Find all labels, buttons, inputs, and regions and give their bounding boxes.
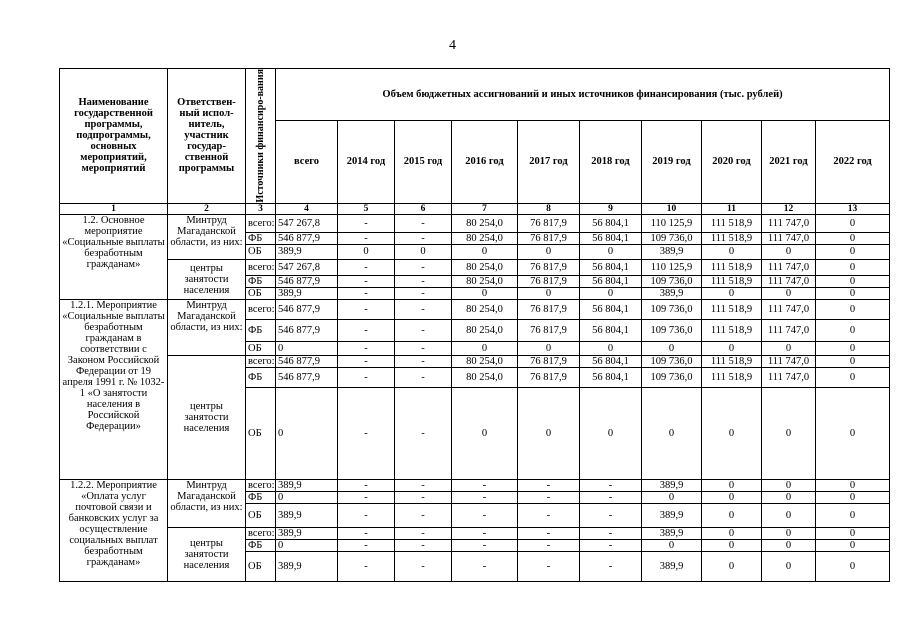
budget-value: 0: [762, 527, 816, 539]
budget-value: 80 254,0: [452, 319, 518, 341]
budget-value: 0: [702, 539, 762, 551]
budget-value: 0: [816, 275, 890, 287]
budget-value: 0: [816, 479, 890, 491]
budget-value: -: [580, 527, 642, 539]
budget-value: 109 736,0: [642, 367, 702, 387]
funding-source: ФБ: [246, 539, 276, 551]
budget-value: 0: [276, 387, 338, 479]
budget-value: 110 125,9: [642, 259, 702, 275]
budget-value: 0: [702, 503, 762, 527]
budget-value: -: [395, 275, 452, 287]
budget-value: -: [580, 551, 642, 581]
column-index: 5: [338, 203, 395, 214]
budget-value: 389,9: [276, 551, 338, 581]
funding-source: ОБ: [246, 287, 276, 299]
header-year: 2022 год: [816, 120, 890, 203]
budget-value: 0: [816, 355, 890, 367]
budget-value: 389,9: [642, 503, 702, 527]
budget-value: 0: [702, 387, 762, 479]
budget-value: 56 804,1: [580, 275, 642, 287]
budget-value: 0: [395, 244, 452, 259]
budget-value: -: [338, 503, 395, 527]
column-index: 13: [816, 203, 890, 214]
budget-value: 56 804,1: [580, 299, 642, 319]
budget-value: -: [518, 491, 580, 503]
budget-value: -: [452, 551, 518, 581]
budget-value: 80 254,0: [452, 232, 518, 244]
budget-value: -: [395, 214, 452, 232]
budget-value: 389,9: [276, 503, 338, 527]
funding-source: всего:: [246, 355, 276, 367]
budget-value: 0: [816, 341, 890, 355]
budget-value: 0: [702, 287, 762, 299]
budget-value: 80 254,0: [452, 214, 518, 232]
budget-value: -: [452, 491, 518, 503]
budget-value: 0: [702, 341, 762, 355]
table-row: [60, 214, 890, 232]
budget-value: 111 518,9: [702, 355, 762, 367]
budget-value: 111 518,9: [702, 319, 762, 341]
budget-value: -: [338, 367, 395, 387]
budget-value: 0: [518, 387, 580, 479]
budget-value: 389,9: [642, 287, 702, 299]
budget-value: -: [395, 503, 452, 527]
budget-value: 0: [816, 214, 890, 232]
budget-value: 0: [702, 244, 762, 259]
budget-value: 0: [762, 503, 816, 527]
budget-value: -: [518, 527, 580, 539]
responsible-executor: центры занятости населения: [168, 527, 246, 581]
budget-value: -: [452, 503, 518, 527]
budget-value: 389,9: [642, 527, 702, 539]
budget-value: 0: [762, 551, 816, 581]
budget-value: 111 518,9: [702, 299, 762, 319]
funding-source: ОБ: [246, 387, 276, 479]
budget-value: 111 747,0: [762, 214, 816, 232]
budget-value: 0: [276, 491, 338, 503]
funding-source: всего:: [246, 259, 276, 275]
funding-source: ФБ: [246, 491, 276, 503]
responsible-executor: Минтруд Магаданской области, из них:: [168, 479, 246, 527]
budget-value: -: [338, 287, 395, 299]
budget-value: -: [395, 299, 452, 319]
activity-name: 1.2. Основное мероприятие «Социальные выплаты безработным гражданам»: [60, 214, 168, 299]
budget-value: 0: [580, 287, 642, 299]
funding-source: ФБ: [246, 367, 276, 387]
table-row: [60, 259, 890, 275]
budget-value: -: [395, 287, 452, 299]
funding-source: ОБ: [246, 341, 276, 355]
budget-value: -: [338, 355, 395, 367]
budget-value: -: [518, 479, 580, 491]
budget-value: -: [338, 259, 395, 275]
budget-value: 0: [762, 387, 816, 479]
budget-value: 80 254,0: [452, 299, 518, 319]
budget-value: -: [518, 539, 580, 551]
budget-value: 109 736,0: [642, 232, 702, 244]
budget-value: 0: [642, 491, 702, 503]
budget-value: 389,9: [642, 551, 702, 581]
budget-value: 0: [816, 527, 890, 539]
funding-source: ОБ: [246, 244, 276, 259]
budget-value: -: [338, 319, 395, 341]
funding-source: ФБ: [246, 319, 276, 341]
header-year: 2019 год: [642, 120, 702, 203]
budget-value: -: [580, 479, 642, 491]
budget-value: -: [338, 387, 395, 479]
budget-value: -: [452, 527, 518, 539]
budget-value: -: [338, 299, 395, 319]
funding-source: всего:: [246, 299, 276, 319]
budget-value: 0: [762, 341, 816, 355]
responsible-executor: центры занятости населения: [168, 259, 246, 299]
budget-value: 0: [580, 341, 642, 355]
budget-value: -: [338, 539, 395, 551]
budget-value: 546 877,9: [276, 299, 338, 319]
budget-value: 0: [276, 341, 338, 355]
budget-value: -: [338, 479, 395, 491]
budget-value: 546 877,9: [276, 275, 338, 287]
funding-source: ОБ: [246, 551, 276, 581]
budget-value: 76 817,9: [518, 214, 580, 232]
header-year: 2014 год: [338, 120, 395, 203]
responsible-executor: центры занятости населения: [168, 355, 246, 479]
budget-value: 0: [762, 287, 816, 299]
budget-value: 0: [816, 387, 890, 479]
header-source: [246, 69, 276, 204]
budget-value: 0: [816, 503, 890, 527]
header-year: 2016 год: [452, 120, 518, 203]
budget-value: 0: [452, 244, 518, 259]
budget-table: [59, 68, 890, 582]
budget-value: -: [518, 503, 580, 527]
table-row: [60, 355, 890, 367]
budget-value: 111 518,9: [702, 275, 762, 287]
budget-value: 80 254,0: [452, 355, 518, 367]
funding-source: всего:: [246, 527, 276, 539]
budget-value: -: [395, 341, 452, 355]
budget-value: -: [580, 503, 642, 527]
budget-value: -: [395, 491, 452, 503]
budget-value: -: [338, 214, 395, 232]
budget-value: 0: [816, 232, 890, 244]
budget-value: 0: [816, 259, 890, 275]
budget-value: 111 747,0: [762, 232, 816, 244]
budget-value: -: [338, 341, 395, 355]
budget-value: 0: [816, 367, 890, 387]
header-year: 2021 год: [762, 120, 816, 203]
header-source-text: Источники финансиро-вания: [254, 69, 266, 203]
budget-value: -: [338, 232, 395, 244]
budget-value: 0: [816, 319, 890, 341]
budget-value: -: [452, 479, 518, 491]
activity-name: 1.2.1. Мероприятие «Социальные выплаты безработным гражданам в соответствии с Законом Российской Федерации от 19 апреля 1991 г. № 1032-1 «О занятости населения в Российской Федерации»: [60, 299, 168, 479]
budget-value: 111 747,0: [762, 299, 816, 319]
budget-value: 0: [702, 527, 762, 539]
budget-value: 109 736,0: [642, 319, 702, 341]
budget-value: 546 877,9: [276, 232, 338, 244]
budget-value: 111 518,9: [702, 214, 762, 232]
budget-value: 389,9: [276, 527, 338, 539]
table-row: [60, 299, 890, 319]
budget-value: 0: [452, 341, 518, 355]
column-index: 12: [762, 203, 816, 214]
budget-value: 76 817,9: [518, 232, 580, 244]
budget-value: 111 747,0: [762, 259, 816, 275]
budget-value: 0: [762, 491, 816, 503]
budget-value: 547 267,8: [276, 214, 338, 232]
budget-value: -: [395, 259, 452, 275]
budget-value: -: [580, 539, 642, 551]
budget-value: -: [338, 275, 395, 287]
table-row: [60, 479, 890, 491]
budget-value: 111 518,9: [702, 232, 762, 244]
budget-value: 0: [762, 539, 816, 551]
budget-value: -: [338, 491, 395, 503]
budget-value: 76 817,9: [518, 275, 580, 287]
activity-name: 1.2.2. Мероприятие «Оплата услуг почтовой связи и банковских услуг за осуществление социальных выплат безработным гражданам»: [60, 479, 168, 581]
column-index: 4: [276, 203, 338, 214]
budget-value: 0: [816, 287, 890, 299]
budget-value: 76 817,9: [518, 367, 580, 387]
table-row: [60, 527, 890, 539]
budget-value: 0: [702, 491, 762, 503]
header-year: всего: [276, 120, 338, 203]
responsible-executor: Минтруд Магаданской области, из них:: [168, 299, 246, 355]
budget-value: 0: [816, 244, 890, 259]
budget-value: 76 817,9: [518, 299, 580, 319]
column-index: 8: [518, 203, 580, 214]
budget-value: 111 518,9: [702, 367, 762, 387]
header-year: 2018 год: [580, 120, 642, 203]
budget-value: 56 804,1: [580, 367, 642, 387]
column-index: 9: [580, 203, 642, 214]
budget-value: 0: [642, 341, 702, 355]
funding-source: всего:: [246, 214, 276, 232]
budget-value: 111 747,0: [762, 275, 816, 287]
budget-value: 0: [702, 551, 762, 581]
column-index: 7: [452, 203, 518, 214]
budget-value: -: [518, 551, 580, 581]
budget-value: -: [580, 491, 642, 503]
budget-value: -: [395, 551, 452, 581]
header-year: 2017 год: [518, 120, 580, 203]
responsible-executor: Минтруд Магаданской области, из них:: [168, 214, 246, 259]
budget-value: 111 747,0: [762, 355, 816, 367]
column-index: 3: [246, 203, 276, 214]
budget-value: -: [338, 551, 395, 581]
budget-value: 389,9: [276, 244, 338, 259]
header-volume: Объем бюджетных ассигнований и иных источников финансирования (тыс. рублей): [276, 69, 890, 121]
column-index: 2: [168, 203, 246, 214]
page-number: 4: [449, 38, 456, 53]
budget-value: 111 747,0: [762, 367, 816, 387]
budget-value: 0: [518, 287, 580, 299]
budget-value: 76 817,9: [518, 355, 580, 367]
budget-value: 0: [642, 387, 702, 479]
budget-value: 80 254,0: [452, 259, 518, 275]
funding-source: всего:: [246, 479, 276, 491]
budget-value: -: [395, 479, 452, 491]
budget-value: 56 804,1: [580, 355, 642, 367]
column-index: 11: [702, 203, 762, 214]
budget-value: -: [452, 539, 518, 551]
budget-value: 0: [518, 341, 580, 355]
budget-value: 546 877,9: [276, 319, 338, 341]
budget-value: 389,9: [276, 479, 338, 491]
budget-value: 389,9: [276, 287, 338, 299]
budget-value: 0: [580, 387, 642, 479]
budget-value: 109 736,0: [642, 355, 702, 367]
budget-value: 0: [762, 479, 816, 491]
column-index: 1: [60, 203, 168, 214]
budget-value: 109 736,0: [642, 299, 702, 319]
budget-value: 0: [518, 244, 580, 259]
budget-value: 0: [276, 539, 338, 551]
funding-source: ФБ: [246, 232, 276, 244]
budget-value: 0: [816, 491, 890, 503]
budget-value: -: [395, 232, 452, 244]
budget-value: 56 804,1: [580, 214, 642, 232]
budget-value: 547 267,8: [276, 259, 338, 275]
budget-value: -: [395, 387, 452, 479]
budget-value: 546 877,9: [276, 367, 338, 387]
budget-value: 109 736,0: [642, 275, 702, 287]
budget-value: 389,9: [642, 479, 702, 491]
budget-value: 0: [338, 244, 395, 259]
header-year: 2020 год: [702, 120, 762, 203]
budget-value: -: [395, 319, 452, 341]
funding-source: ФБ: [246, 275, 276, 287]
budget-value: 0: [580, 244, 642, 259]
budget-value: 0: [816, 299, 890, 319]
header-name: Наименование государственной программы, подпрограммы, основных мероприятий, мероприятий: [60, 69, 168, 204]
budget-value: 56 804,1: [580, 319, 642, 341]
budget-value: -: [395, 355, 452, 367]
budget-value: 0: [642, 539, 702, 551]
budget-value: 110 125,9: [642, 214, 702, 232]
budget-value: 56 804,1: [580, 232, 642, 244]
column-index: 10: [642, 203, 702, 214]
budget-value: -: [395, 527, 452, 539]
budget-value: -: [338, 527, 395, 539]
budget-value: 0: [816, 539, 890, 551]
budget-value: 0: [816, 551, 890, 581]
budget-value: -: [395, 367, 452, 387]
header-responsible: Ответствен-ный испол-нитель, участник государ-ственной программы: [168, 69, 246, 204]
budget-value: 389,9: [642, 244, 702, 259]
budget-value: 56 804,1: [580, 259, 642, 275]
funding-source: ОБ: [246, 503, 276, 527]
budget-value: 0: [452, 387, 518, 479]
budget-value: -: [395, 539, 452, 551]
budget-value: 111 747,0: [762, 319, 816, 341]
header-year: 2015 год: [395, 120, 452, 203]
budget-value: 546 877,9: [276, 355, 338, 367]
budget-value: 76 817,9: [518, 319, 580, 341]
budget-value: 111 518,9: [702, 259, 762, 275]
budget-value: 0: [762, 244, 816, 259]
budget-value: 0: [452, 287, 518, 299]
budget-value: 76 817,9: [518, 259, 580, 275]
budget-value: 80 254,0: [452, 275, 518, 287]
budget-value: 80 254,0: [452, 367, 518, 387]
budget-value: 0: [702, 479, 762, 491]
column-index: 6: [395, 203, 452, 214]
